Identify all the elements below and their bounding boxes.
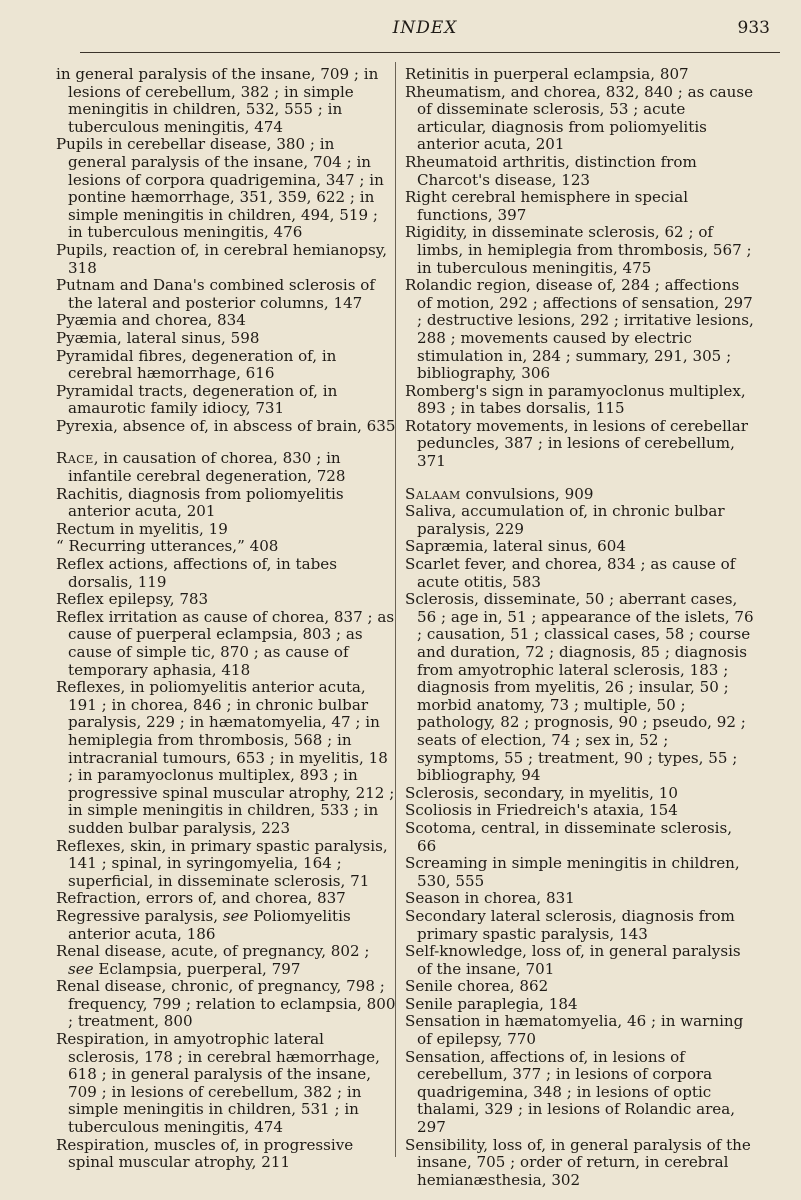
index-entry: Senile paraplegia, 184 <box>405 994 578 1013</box>
entry-text: convulsions, 909 <box>460 484 594 503</box>
index-entry: Screaming in simple meningitis in children, 530, 555 <box>405 854 740 890</box>
left-column <box>56 66 396 1172</box>
index-entry: Reflexes, in poliomyelitis anterior acuta, 191 ; in chorea, 846 ; in chronic bulbar paralysis, 229 ; in hæmatomyelia, 47 ; in hemiplegia from thrombosis, 568 ; in intracranial tumours, 653 ; in myelitis, 18 ; in paramyoclonus multiplex, 893 ; in progressive spinal muscular atrophy, 212 ; in simple meningitis in children, 533 ; in sudden bulbar paralysis, 223 <box>56 678 395 837</box>
entry-text: Poliomyelitis anterior acuta, 186 <box>68 906 351 943</box>
index-entry: Pyramidal tracts, degeneration of, in amaurotic family idiocy, 731 <box>56 381 338 418</box>
index-entry <box>56 943 396 978</box>
right-column <box>405 66 755 1189</box>
index-entry: Rotatory movements, in lesions of cerebellar peduncles, 387 ; in lesions of cerebellum, 371 <box>405 416 748 471</box>
index-entry: Senile chorea, 862 <box>405 977 549 996</box>
index-entry: in general paralysis of the insane, 709 ; in lesions of cerebellum, 382 ; in simple meningitis in children, 532, 555 ; in tuberculous meningitis, 474 <box>56 65 379 136</box>
index-entry: Pupils in cerebellar disease, 380 ; in general paralysis of the insane, 704 ; in lesions of corpora quadrigemina, 347 ; in pontine hæmorrhage, 351, 359, 622 ; in simple meningitis in children, 494, 519 ; in tuberculous meningitis, 476 <box>56 135 384 242</box>
index-entry: “ Recurring utterances,” 408 <box>56 537 279 556</box>
index-entry: Sensibility, loss of, in general paralysis of the insane, 705 ; order of return, in cerebral hemianæsthesia, 302 <box>405 1135 751 1189</box>
index-entry: Reflex actions, affections of, in tabes dorsalis, 119 <box>56 555 337 591</box>
index-entry <box>56 450 396 485</box>
index-entry: Rachitis, diagnosis from poliomyelitis anterior acuta, 201 <box>56 484 344 521</box>
letter-gap <box>56 435 396 450</box>
index-entry: Respiration, in amyotrophic lateral sclerosis, 178 ; in cerebral hæmorrhage, 618 ; in general paralysis of the insane, 709 ; in lesions of cerebellum, 382 ; in simple meningitis in children, 531 ; in tuberculous meningitis, 474 <box>56 1030 380 1137</box>
letter-gap <box>405 471 755 486</box>
index-entry: Sapræmia, lateral sinus, 604 <box>405 537 626 556</box>
index-entry <box>56 908 396 943</box>
index-entry: Respiration, muscles of, in progressive spinal muscular atrophy, 211 <box>56 1135 354 1172</box>
index-entry: Scoliosis in Friedreich's ataxia, 154 <box>405 801 678 820</box>
index-entry: Pyrexia, absence of, in abscess of brain, 635 <box>56 416 396 435</box>
header-rule <box>80 52 780 53</box>
index-entry: Retinitis in puerperal eclampsia, 807 <box>405 65 689 83</box>
entry-text: , in causation of chorea, 830 ; in infantile cerebral degeneration, 728 <box>68 449 346 486</box>
index-entry: Sclerosis, disseminate, 50 ; aberrant cases, 56 ; age in, 51 ; appearance of the islets, 76 ; causation, 51 ; classical cases, 58 ; course and duration, 72 ; diagnosis, 85 ; diagnosis from amyotrophic lateral sclerosis, 183 ; diagnosis from myelitis, 26 ; insular, 50 ; morbid anatomy, 73 ; multiple, 50 ; pathology, 82 ; prognosis, 90 ; pseudo, 92 ; seats of election, 74 ; sex in, 52 ; symptoms, 55 ; treatment, 90 ; types, 55 ; bibliography, 94 <box>405 590 754 785</box>
index-entry: Sensation in hæmatomyelia, 46 ; in warning of epilepsy, 770 <box>405 1012 744 1049</box>
index-entry: Pyramidal fibres, degeneration of, in cerebral hæmorrhage, 616 <box>56 346 337 383</box>
index-entry: Renal disease, chronic, of pregnancy, 798 ; frequency, 799 ; relation to eclampsia, 800 ; treatment, 800 <box>56 977 396 1031</box>
running-head: INDEX <box>392 18 458 38</box>
index-entry: Rheumatoid arthritis, distinction from Charcot's disease, 123 <box>405 152 697 189</box>
index-entry <box>405 486 755 504</box>
index-entry: Saliva, accumulation of, in chronic bulbar paralysis, 229 <box>405 502 725 538</box>
index-entry: Rectum in myelitis, 19 <box>56 519 228 538</box>
index-entry: Scotoma, central, in disseminate sclerosis, 66 <box>405 818 733 855</box>
index-entry: Reflex epilepsy, 783 <box>56 590 209 609</box>
see-reference: see <box>222 906 249 925</box>
index-entry: Pupils, reaction of, in cerebral hemianopsy, 318 <box>56 240 388 277</box>
index-entry: Self-knowledge, loss of, in general paralysis of the insane, 701 <box>405 942 741 978</box>
index-entry: Romberg's sign in paramyoclonus multiplex, 893 ; in tabes dorsalis, 115 <box>405 381 746 418</box>
index-entry: Refraction, errors of, and chorea, 837 <box>56 889 346 908</box>
index-entry: Rolandic region, disease of, 284 ; affections of motion, 292 ; affections of sensation, 297 ; destructive lesions, 292 ; irritative lesions, 288 ; movements caused by electric stimulation in, 284 ; summary, 291, 305 ; bibliography, 306 <box>405 276 754 383</box>
index-entry: Reflex irritation as cause of chorea, 837 ; as cause of puerperal eclampsia, 803 ; as cause of simple tic, 870 ; as cause of temporary aphasia, 418 <box>56 607 395 679</box>
index-entry: Pyæmia, lateral sinus, 598 <box>56 328 260 347</box>
entry-text: Renal disease, acute, of pregnancy, 802 ; <box>56 942 370 961</box>
index-entry: Right cerebral hemisphere in special functions, 397 <box>405 188 689 224</box>
see-reference: see <box>68 959 94 978</box>
entry-text: Eclampsia, puerperal, 797 <box>93 959 301 978</box>
index-entry: Secondary lateral sclerosis, diagnosis from primary spastic paralysis, 143 <box>405 906 735 943</box>
page-header <box>80 14 770 44</box>
page-number: 933 <box>737 18 770 38</box>
letter-head-s: Salaam <box>405 484 461 503</box>
entry-text: Regressive paralysis, <box>56 906 223 925</box>
index-entry: Rheumatism, and chorea, 832, 840 ; as cause of disseminate sclerosis, 53 ; acute articular, diagnosis from poliomyelitis anterior acuta, 201 <box>405 82 754 154</box>
index-entry: Pyæmia and chorea, 834 <box>56 311 246 330</box>
index-entry: Sensation, affections of, in lesions of cerebellum, 377 ; in lesions of corpora quadrigemina, 348 ; in lesions of optic thalami, 329 ; in lesions of Rolandic area, 297 <box>405 1047 736 1137</box>
index-entry: Rigidity, in disseminate sclerosis, 62 ; of limbs, in hemiplegia from thrombosis, 567 ; in tuberculous meningitis, 475 <box>405 223 752 277</box>
index-entry: Reflexes, skin, in primary spastic paralysis, 141 ; spinal, in syringomyelia, 164 ; superficial, in disseminate sclerosis, 71 <box>56 836 388 890</box>
index-entry: Putnam and Dana's combined sclerosis of the lateral and posterior columns, 147 <box>56 276 375 312</box>
index-entry: Season in chorea, 831 <box>405 889 575 908</box>
letter-head-r: Race <box>56 449 94 468</box>
index-entry: Sclerosis, secondary, in myelitis, 10 <box>405 783 678 802</box>
index-entry: Scarlet fever, and chorea, 834 ; as cause of acute otitis, 583 <box>405 555 736 591</box>
